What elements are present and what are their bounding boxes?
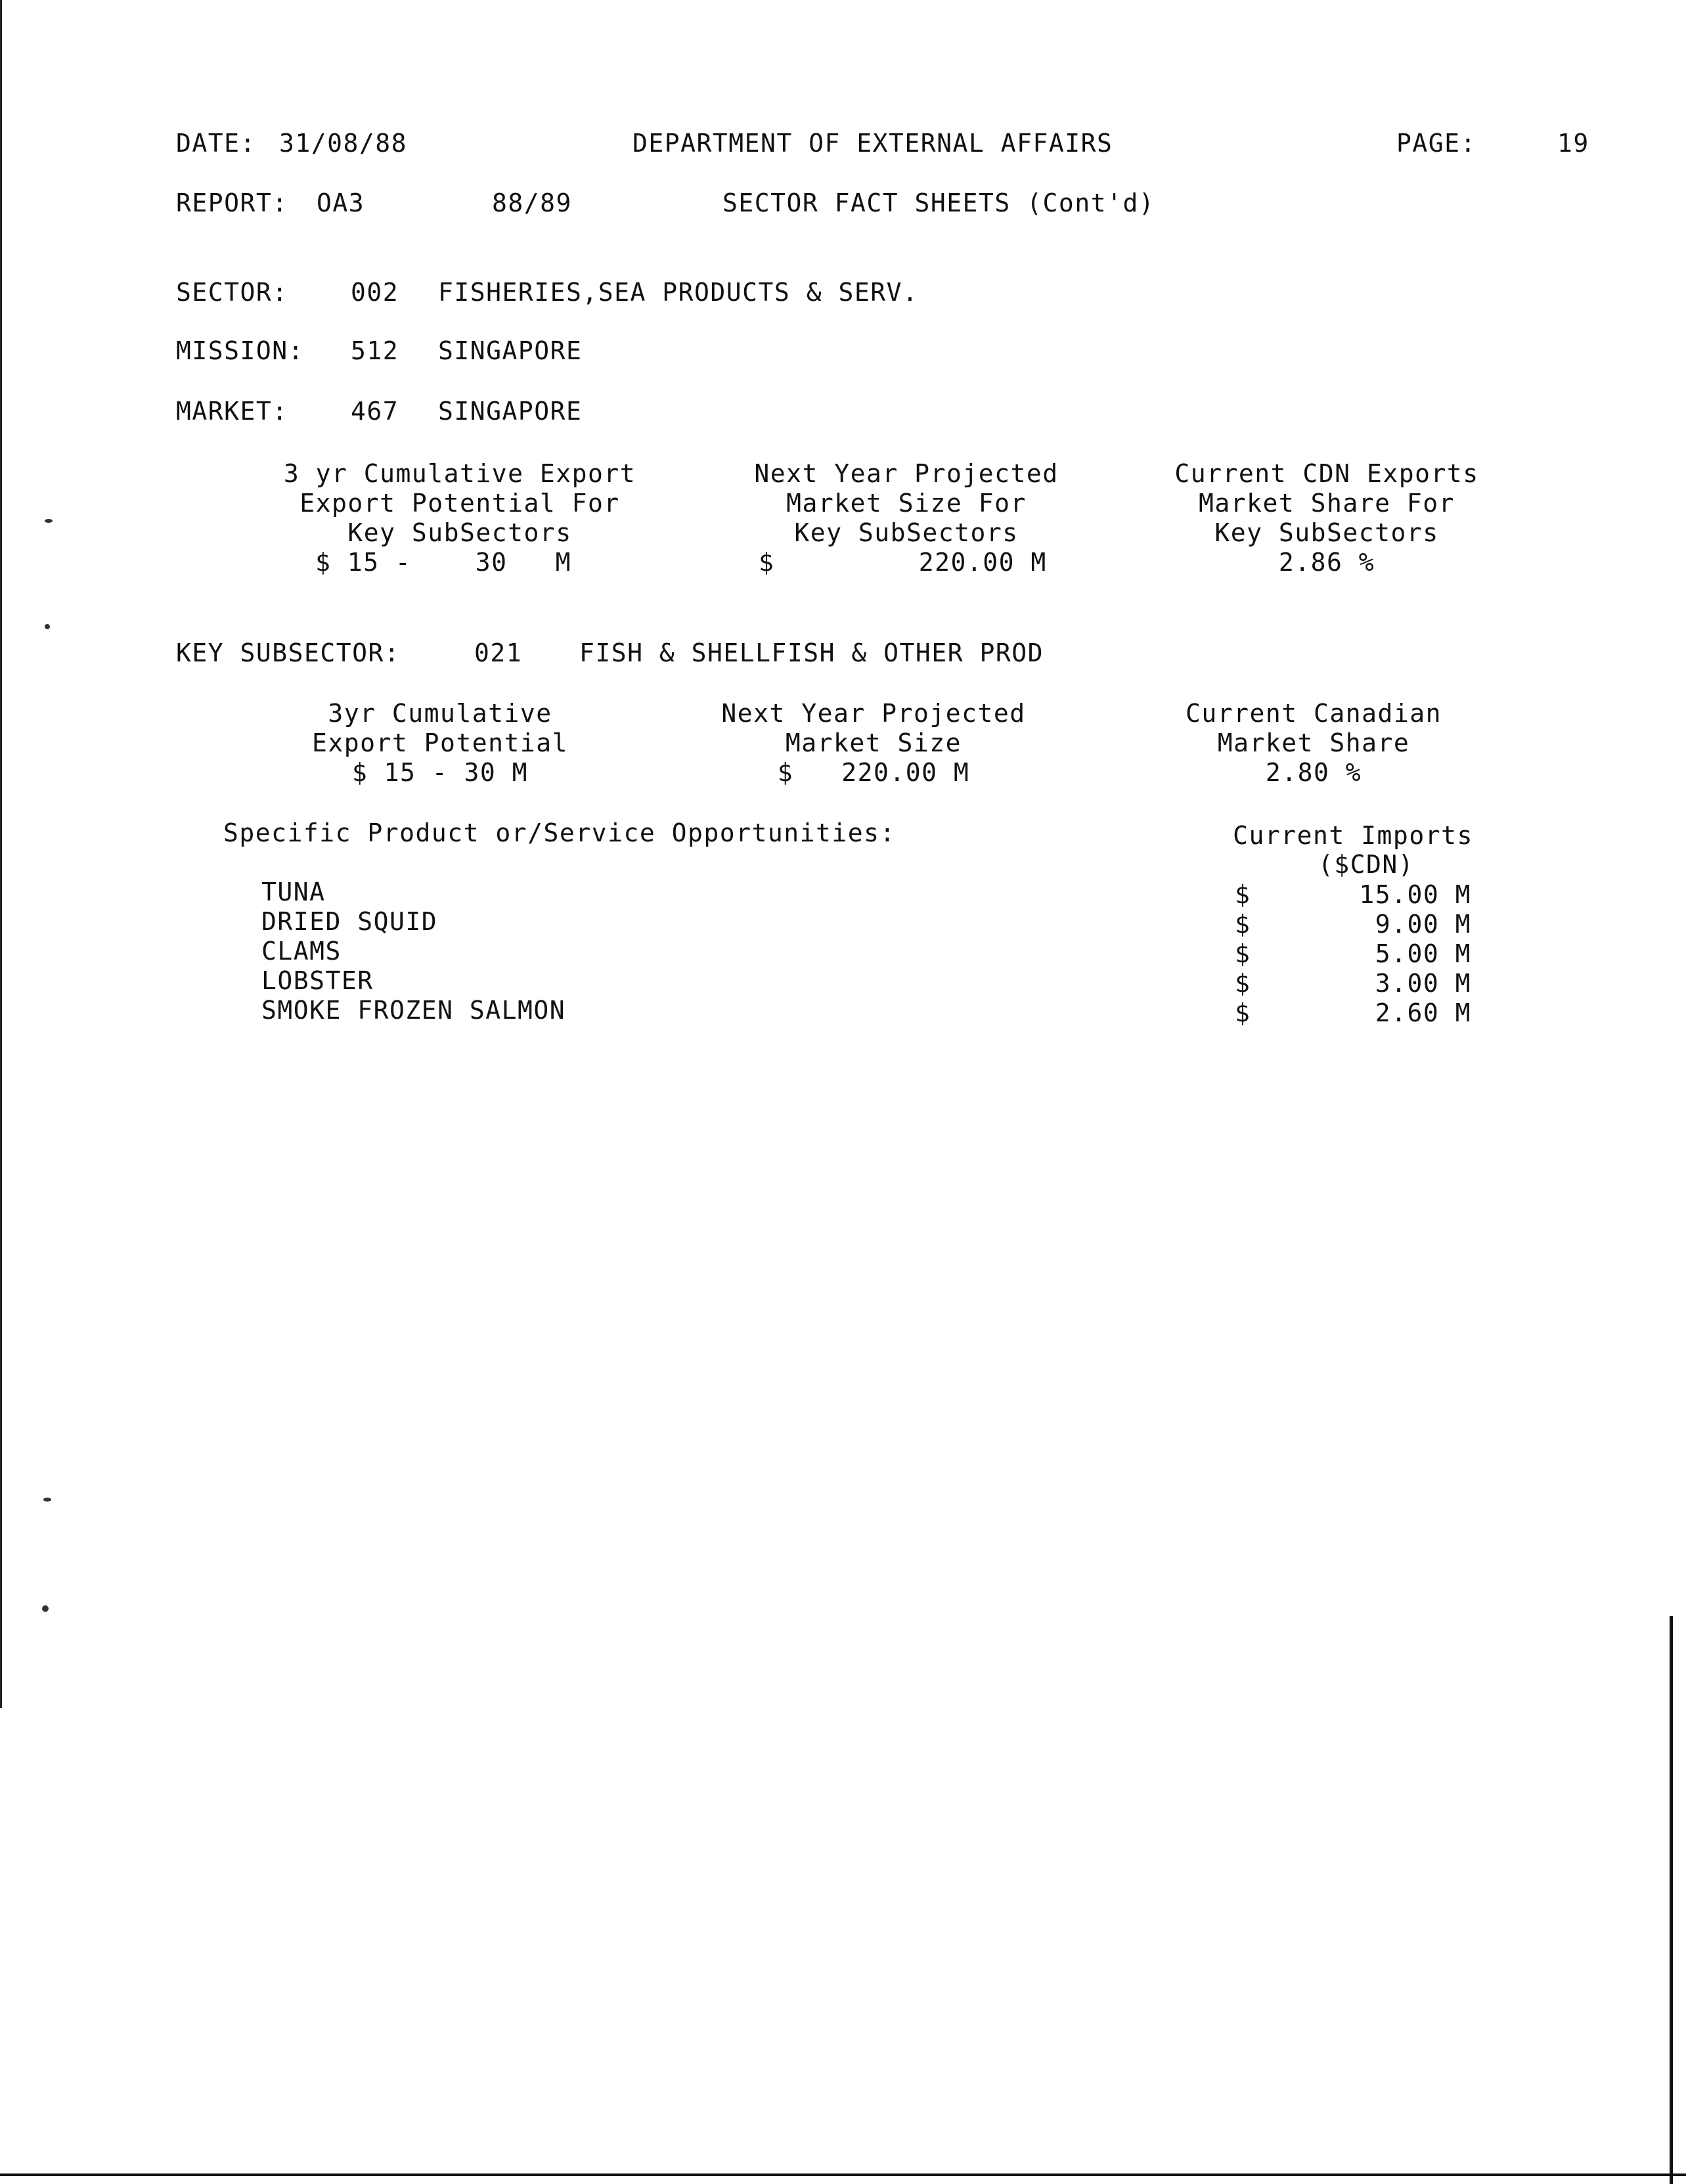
import-value: 3.00 M	[1375, 969, 1471, 998]
key-subsector-label: KEY SUBSECTOR:	[176, 638, 401, 667]
summary-col2-line2: Market Size For	[786, 489, 1027, 518]
page-number: 19	[1557, 129, 1589, 158]
summary-col3-line1: Current CDN Exports	[1174, 459, 1479, 488]
currency-symbol: $	[1235, 880, 1251, 909]
summary-col3-line3: Key SubSectors	[1214, 518, 1439, 547]
summary-col1-line1: 3 yr Cumulative Export	[283, 459, 636, 488]
report-title: SECTOR FACT SHEETS (Cont'd)	[722, 189, 1155, 217]
imports-heading: Current Imports	[1233, 821, 1473, 850]
sector-label: SECTOR:	[176, 278, 288, 307]
mission-label: MISSION:	[176, 336, 305, 365]
import-value: 15.00 M	[1359, 880, 1471, 909]
key-col2-line2: Market Size	[785, 728, 962, 757]
date-value: 31/08/88	[279, 129, 408, 158]
product-name: SMOKE FROZEN SALMON	[261, 996, 566, 1025]
product-name: TUNA	[261, 878, 326, 906]
summary-col3-value: 2.86 %	[1278, 548, 1375, 577]
import-value: 2.60 M	[1375, 998, 1471, 1027]
key-col2-line1: Next Year Projected	[721, 699, 1026, 728]
key-col3-value: 2.80 %	[1265, 758, 1362, 787]
page-label: PAGE:	[1396, 129, 1476, 158]
summary-col1-line2: Export Potential For	[299, 489, 620, 518]
date-label: DATE:	[176, 129, 256, 158]
product-name: DRIED SQUID	[261, 907, 438, 936]
key-col1-line1: 3yr Cumulative	[328, 699, 552, 728]
opportunities-heading: Specific Product or/Service Opportunities:	[223, 818, 896, 847]
mission-code: 512	[351, 336, 399, 365]
scan-edge-left	[0, 0, 2, 1708]
mission-name: SINGAPORE	[438, 336, 583, 365]
key-subsector-name: FISH & SHELLFISH & OTHER PROD	[579, 638, 1044, 667]
scan-edge-bottom	[0, 2173, 1686, 2176]
key-col3-line1: Current Canadian	[1185, 699, 1442, 728]
sector-name: FISHERIES,SEA PRODUCTS & SERV.	[438, 278, 919, 307]
key-col3-line2: Market Share	[1217, 728, 1410, 757]
import-value: 9.00 M	[1375, 910, 1471, 939]
market-code: 467	[351, 397, 399, 426]
imports-unit: ($CDN)	[1318, 850, 1415, 879]
currency-symbol: $	[1235, 969, 1251, 998]
product-name: CLAMS	[261, 937, 342, 966]
key-col1-value: $ 15 - 30 M	[351, 758, 529, 787]
summary-col2-line3: Key SubSectors	[794, 518, 1019, 547]
summary-col1-line3: Key SubSectors	[347, 518, 572, 547]
market-label: MARKET:	[176, 397, 288, 426]
product-name: LOBSTER	[261, 966, 374, 995]
key-col2-value: $ 220.00 M	[777, 758, 970, 787]
scan-edge-right	[1670, 1616, 1673, 2184]
margin-mark	[43, 1498, 51, 1502]
department-title: DEPARTMENT OF EXTERNAL AFFAIRS	[632, 129, 1113, 158]
summary-col2-value: $ 220.00 M	[759, 548, 1047, 577]
report-year: 88/89	[492, 189, 572, 217]
summary-col3-line2: Market Share For	[1198, 489, 1455, 518]
summary-col2-line1: Next Year Projected	[754, 459, 1059, 488]
margin-mark	[45, 624, 50, 629]
report-label: REPORT:	[176, 189, 288, 217]
market-name: SINGAPORE	[438, 397, 583, 426]
currency-symbol: $	[1235, 910, 1251, 939]
currency-symbol: $	[1235, 998, 1251, 1027]
summary-col1-value: $ 15 - 30 M	[315, 548, 572, 577]
sector-code: 002	[351, 278, 399, 307]
key-col1-line2: Export Potential	[311, 728, 569, 757]
currency-symbol: $	[1235, 939, 1251, 968]
report-code: OA3	[317, 189, 365, 217]
key-subsector-code: 021	[474, 638, 523, 667]
import-value: 5.00 M	[1375, 939, 1471, 968]
margin-mark	[45, 519, 53, 523]
margin-mark	[42, 1605, 49, 1612]
